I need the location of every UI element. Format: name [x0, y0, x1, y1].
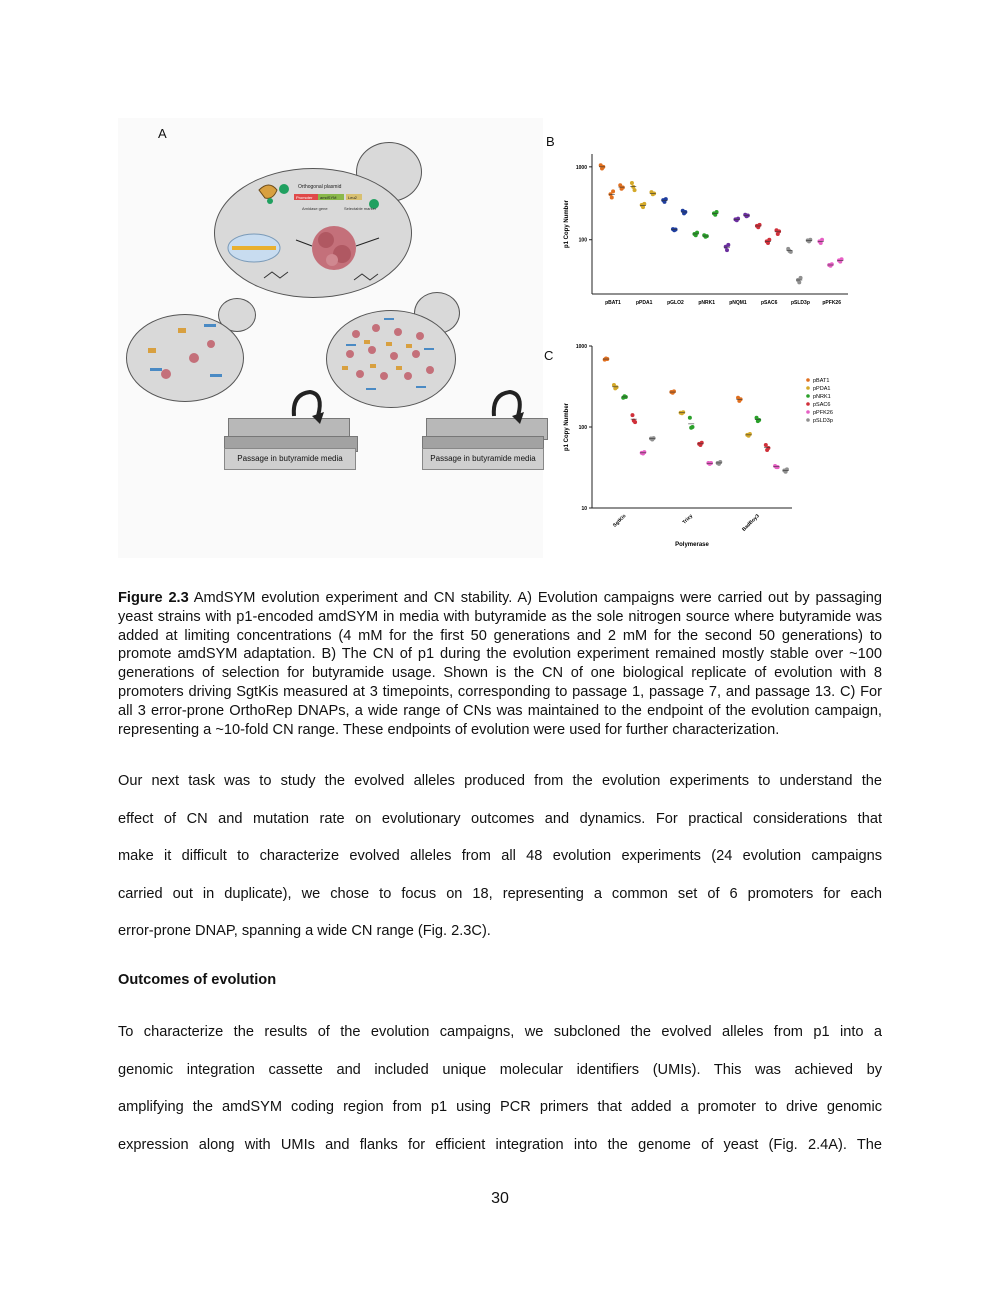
x-tick-label-b: pGLO2 [667, 300, 684, 306]
curved-arrow-right-icon [488, 386, 528, 426]
caption-label: Figure 2.3 [118, 590, 189, 606]
paragraph-line: error-prone DNAP, spanning a wide CN range (Fig. 2.3C). [118, 923, 491, 940]
data-point-c [766, 446, 770, 450]
data-point-b [736, 217, 740, 221]
legend-label-c: pNRK1 [813, 394, 831, 400]
legend-label-c: pSLD3p [813, 418, 833, 424]
data-point-b [611, 189, 615, 193]
data-point-b [777, 229, 781, 233]
paragraph-2 [118, 1023, 882, 1173]
paragraph-line: carried out in duplicate), we chose to focus on 18, representing a common set of 6 promoters for each [118, 885, 882, 902]
panel-a-label: A [158, 126, 167, 141]
y-tick-label-b: 1000 [575, 164, 587, 171]
paragraph-line: effect of CN and mutation rate on evolutionary outcomes and dynamics. For practical considerations that [118, 810, 882, 827]
y-tick-label-c: 10 [581, 506, 587, 512]
legend-marker-c [806, 402, 810, 406]
figure-caption [118, 589, 882, 739]
paragraph-line: make it difficult to characterize evolved alleles from all 48 evolution experiments (24 evolution campaigns [118, 848, 882, 865]
data-point-c [681, 410, 685, 414]
data-point-b [633, 188, 637, 192]
legend-marker-c [806, 410, 810, 414]
y-tick-label-c: 100 [578, 425, 587, 431]
data-point-b [808, 238, 812, 242]
data-point-b [725, 248, 729, 252]
svg-text:Promoter: Promoter [296, 195, 313, 200]
x-tick-label-b: pBAT1 [605, 300, 621, 306]
data-point-c [718, 460, 722, 464]
data-point-c [652, 436, 656, 440]
data-point-b [621, 186, 625, 190]
plate-label-left: Passage in butyramide media [224, 448, 356, 470]
figure-2-3 [118, 118, 864, 558]
data-point-c [776, 465, 780, 469]
svg-text:Selectable marker: Selectable marker [344, 206, 377, 211]
chart-c [556, 340, 864, 554]
paragraph-line: expression along with UMIs and flanks for efficient integration into the genome of yeast (Fig. 2.4A). The [118, 1136, 882, 1153]
legend-label-c: pPDA1 [813, 386, 831, 392]
y-tick-label-c: 1000 [575, 344, 587, 350]
svg-text:amdSYM: amdSYM [320, 195, 337, 200]
y-tick-label-b: 100 [578, 237, 587, 244]
x-tick-label-b: pPFK26 [822, 300, 841, 306]
data-point-c [690, 425, 694, 429]
data-point-c [633, 420, 637, 424]
data-point-c [764, 443, 768, 447]
data-point-c [748, 432, 752, 436]
x-tick-label-b: pSLD3p [790, 300, 810, 306]
x-axis-label-c: Polymerase [675, 542, 709, 548]
data-point-b [610, 195, 614, 199]
cell-contents-right [326, 310, 454, 406]
data-point-c [709, 461, 713, 465]
curved-arrow-left-icon [288, 386, 328, 426]
data-point-c [630, 413, 634, 417]
x-tick-label-c: BadBoy3 [741, 513, 761, 533]
plate-label-right: Passage in butyramide media [422, 448, 544, 470]
x-tick-label-c: Trixy [681, 513, 695, 526]
data-point-b [799, 276, 803, 280]
paragraph-line: To characterize the results of the evolution campaigns, we subcloned the evolved alleles from p1 into a [118, 1024, 882, 1040]
paragraph-line: Our next task was to study the evolved alleles produced from the evolution experiments to understand the [118, 773, 882, 789]
x-tick-label-b: pNRK1 [698, 300, 716, 306]
plasmid-diagram [214, 168, 410, 296]
data-point-b [797, 280, 801, 284]
legend-marker-c [806, 394, 810, 398]
legend-label-c: pSAC6 [813, 402, 831, 408]
legend-marker-c [806, 386, 810, 390]
panel-c-label: C [544, 348, 554, 363]
y-axis-label-c: p1 Copy Number [564, 402, 570, 452]
cell-contents-left [126, 314, 242, 400]
x-tick-label-b: pNQM1 [729, 300, 747, 306]
x-tick-label-c: SgtKis [611, 513, 628, 529]
plasmid-label: Orthogonal plasmid [298, 184, 342, 190]
paragraph-line: genomic integration cassette and included unique molecular identifiers (UMIs). This was achieved by [118, 1061, 882, 1078]
x-tick-label-b: pPDA1 [635, 300, 653, 306]
x-tick-label-b: pSAC6 [760, 300, 778, 306]
data-point-c [757, 418, 761, 422]
page-number: 30 [491, 1190, 509, 1207]
legend-label-c: pPFK26 [813, 410, 833, 416]
data-point-c [672, 389, 676, 393]
panel-a-illustration [118, 118, 543, 558]
chart-b [556, 148, 858, 318]
caption-text: AmdSYM evolution experiment and CN stability. A) Evolution campaigns were carried out by passaging yeast strains with p1-encoded amdSYM in media with butyramide as the sole nitrogen source where butyramide was added at limiting concentrations (4 mM for the first 50 generations and 2 mM for the second 50 generations) to promote amdSYM adaptation. B) The CN of p1 during the evolution experiment remained mostly stable over ~100 generations of selection for butyramide usage. Shown is the CN of one biological replicate of evolution with 8 promoters driving SgtKis measured at 3 timepoints, corresponding to passage 1, passage 7, and passage 13. C) For all 3 error-prone OrthoRep DNAPs, a wide range of CNs was maintained to the endpoint of the evolution campaign, representing a ~10-fold CN range. These endpoints of evolution were used for further characterization. [118, 590, 882, 738]
y-axis-label-b: p1 Copy Number [564, 199, 570, 249]
data-point-c [615, 385, 619, 389]
data-point-c [642, 450, 646, 454]
section-heading: Outcomes of evolution [118, 972, 277, 988]
legend-marker-c [806, 378, 810, 382]
paragraph-line: amplifying the amdSYM coding region from p1 using PCR primers that added a promoter to drive genomic [118, 1099, 882, 1116]
legend-marker-c [806, 418, 810, 422]
data-point-b [830, 262, 834, 266]
legend-label-c: pBAT1 [813, 378, 830, 384]
paragraph-1 [118, 772, 882, 960]
svg-text:Amidase gene: Amidase gene [302, 206, 328, 211]
data-point-c [688, 416, 692, 420]
data-point-b [630, 181, 634, 185]
svg-text:Leu2: Leu2 [348, 195, 357, 200]
data-point-b [726, 243, 730, 247]
panel-b-label: B [546, 134, 555, 149]
